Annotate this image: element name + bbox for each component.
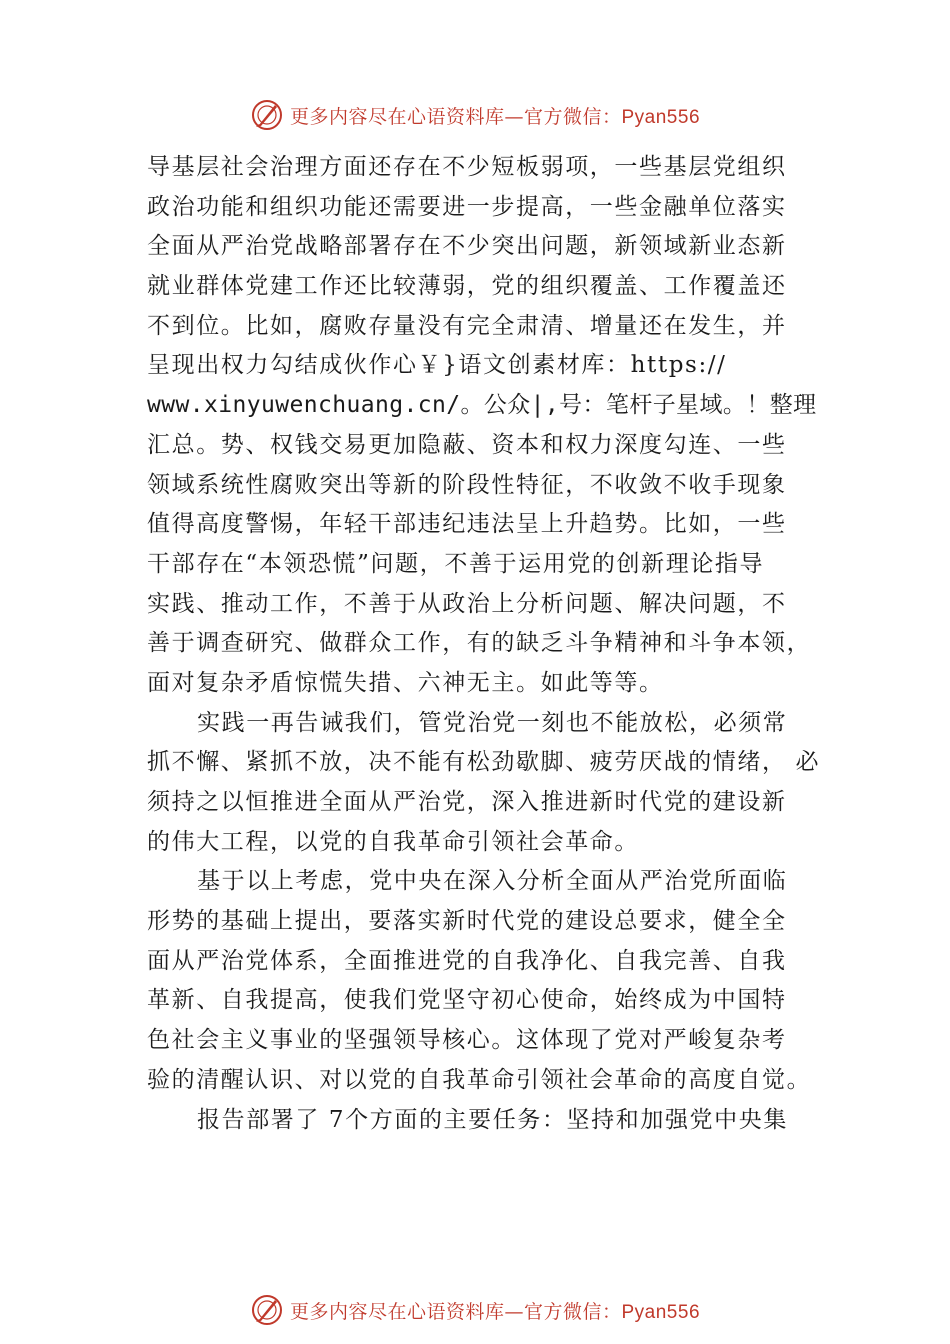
banner-dash: — [504,1300,524,1323]
quill-seal-icon [250,98,284,132]
text-line: 不到位。比如，腐败存量没有完全肃清、增量还在发生，并 [147,312,787,339]
text-line: 面从严治党体系，全面推进党的自我净化、自我完善、自我 [147,947,787,974]
banner-wechat-handle: Pyan556 [621,1301,701,1323]
text-line: 实践、推动工作，不善于从政治上分析问题、解决问题，不 [147,590,787,617]
text-line: 呈现出权力勾结成伙作心￥}语文创素材库：https:// [147,352,727,379]
text-line: 的伟大工程，以党的自我革命引领社会革命。 [147,828,639,855]
banner-site-name: 更多内容尽在心语资料库 [289,1300,505,1323]
text-line: 善于调查研究、做群众工作，有的缺乏斗争精神和斗争本领， [147,630,812,657]
text-line: 就业群体党建工作还比较薄弱，党的组织覆盖、工作覆盖还 [147,273,787,300]
text-line: 验的清醒认识、对以党的自我革命引领社会革命的高度自觉。 [147,1066,812,1093]
header-banner [0,95,950,135]
text-line: 须持之以恒推进全面从严治党，深入推进新时代党的建设新 [147,789,787,815]
text-line: 面对复杂矛盾惊慌失措、六神无主。如此等等。 [147,669,664,696]
banner-wechat-label: 官方微信： [523,1300,622,1323]
banner-dash: — [504,105,524,128]
text-line: 革新、自我提高，使我们党坚守初心使命，始终成为中国特 [147,987,787,1014]
text-line: 干部存在“本领恐慌”问题，不善于运用党的创新理论指导 [147,550,765,577]
paragraph-start-line: 实践一再告诫我们，管党治党一刻也不能放松，必须常 [197,709,788,736]
banner-site-name: 更多内容尽在心语资料库 [289,105,505,128]
text-line-url: www.xinyuwenchuang.cn/。公众|,号：笔杆子星域。！整理 [147,392,817,419]
text-line: 汇总。势、权钱交易更加隐蔽、资本和权力深度勾连、一些 [147,431,787,458]
banner-wechat-handle: Pyan556 [621,106,701,128]
document-body [147,148,827,1140]
banner-wechat-label: 官方微信： [523,105,622,128]
text-line: 色社会主义事业的坚强领导核心。这体现了党对严峻复杂考 [147,1027,787,1054]
text-line: 值得高度警惕，年轻干部违纪违法呈上升趋势。比如，一些 [147,511,787,538]
paragraph-start-line: 基于以上考虑，党中央在深入分析全面从严治党所面临 [197,868,788,895]
quill-seal-icon [250,1293,284,1327]
paragraph-start-line: 报告部署了 7个方面的主要任务：坚持和加强党中央集 [197,1106,788,1133]
text-line: 全面从严治党战略部署存在不少突出问题，新领域新业态新 [147,233,787,260]
footer-banner [0,1290,950,1330]
text-line: 政治功能和组织功能还需要进一步提高，一些金融单位落实 [147,193,787,220]
text-line: 抓不懈、紧抓不放，决不能有松劲歇脚、疲劳厌战的情绪， 必 [147,749,821,776]
text-line: 形势的基础上提出，要落实新时代党的建设总要求，健全全 [147,908,787,935]
text-line: 导基层社会治理方面还存在不少短板弱项，一些基层党组织 [147,154,787,180]
text-line: 领域系统性腐败突出等新的阶段性特征，不收敛不收手现象 [147,471,787,498]
